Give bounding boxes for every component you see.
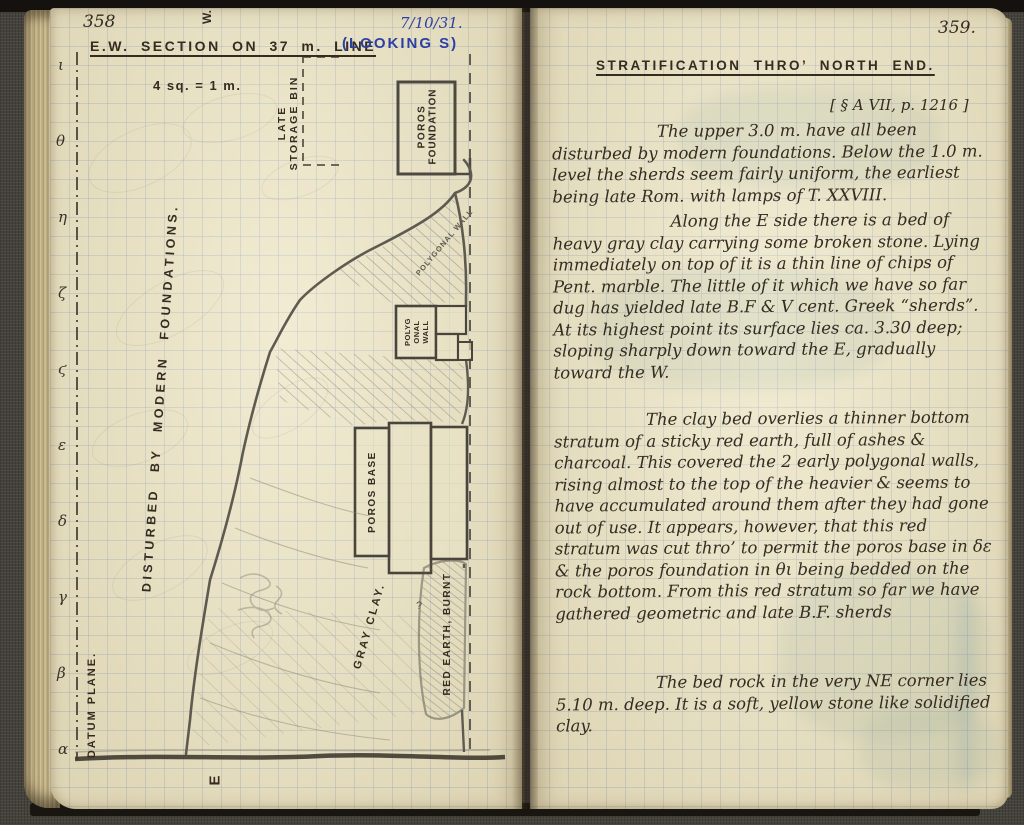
poros-base-label [355,428,389,556]
upper-hatched-stratum [332,198,466,306]
stratification-heading: STRATIFICATION THRO’ NORTH END. [596,58,935,73]
cross-reference-note: [ § A VII, p. 1216 ] [830,96,969,114]
entry-paragraph-4: The bed rock in the very NE corner lies 5.10 m. deep. It is a soft, yellow stone like solidified clay. [555,670,991,736]
storage-bin-label-line2: STORAGE BIN [288,75,300,171]
compass-west-label: W. [200,10,214,24]
storage-bin-label-line1: LATE [276,105,288,141]
entry-paragraph-3: The clay bed overlies a thinner bottom stratum of a sticky red earth, full of ashes & charcoal. This covered the 2 early polygonal walls, rising almost to the top of the heavier & seems to have accumulated around them after they had gone out of use. It appears, however, that this red stratum was cut thro’ to permit the poros base in δε & the poros foundation in θι being bedded on the rock bottom. From this red stratum so far we have gathered geometric and late B.F. sherds [554,407,992,624]
book-gutter-shadow [512,8,538,809]
margin-letter-stigma: ϛ [58,360,67,378]
red-earth-label-text: RED EARTH, BURNT [441,572,453,696]
margin-letter-delta: δ [58,512,68,530]
section-title: E.W. SECTION ON 37 m. LINE [90,38,377,54]
notebook-entry-body [552,118,996,737]
date-note: 7/10/31. [400,14,463,32]
margin-letter-zeta: ζ [58,284,67,302]
datum-plane-label [83,630,101,780]
margin-letter-gamma: γ [58,588,67,606]
rock-bottom-shadow-line [75,750,490,752]
entry-paragraph-1: The upper 3.0 m. have all been disturbed by modern foundations. Below the 1.0 m. level the sherds seem fairly uniform, the earliest being late Rom. with lamps of T. XXVIII. [552,119,983,207]
poros-foundation-label [399,82,456,172]
disturbed-label-text: DISTURBED BY MODERN FOUNDATIONS. [139,203,181,593]
polygonal-wall-box-label [396,306,436,358]
datum-plane-label-text: DATUM PLANE. [86,651,98,759]
right-page-number: 359. [938,18,976,38]
margin-letter-epsilon: ε [58,436,67,454]
polygonal-wall-diagonal-text: POLYGONAL WALL [413,206,475,278]
margin-letter-beta: β [57,664,66,682]
margin-letter-eta: η [58,208,67,226]
polygonal-wall-box-line3: WALL [420,320,430,344]
poros-base-label-text: POROS BASE [366,451,378,533]
poros-foundation-label-line2: FOUNDATION [427,88,438,165]
entry-paragraph-2: Along the E side there is a bed of heavy gray clay carrying some broken stone. Lying immediately on top of it is a thin line of chips of Pent. marble. The little of it which we have so far dug has yielded late B.F & V cent. Greek “sherds”. At its highest point its surface lies ca. 3.30 deep; sloping sharply down toward the E, gradually toward the W. [552,209,980,383]
margin-letter-iota: ι [58,56,64,74]
polygonal-wall-box-line2: ONAL [411,320,421,344]
poros-foundation-label-line1: POROS [416,104,427,149]
storage-bin-label [265,63,311,183]
left-page-number: 358 [83,12,116,32]
right-page [530,8,1008,809]
margin-letter-theta: θ [56,132,66,150]
rock-bottom-line [75,755,505,759]
red-earth-label [439,559,455,709]
gray-clay-label-text: GRAY CLAY. [351,581,388,671]
compass-east-label: E [206,775,224,786]
scale-note: 4 sq. = 1 m. [153,78,242,93]
looking-direction-note: (LOOKING S) [342,35,459,52]
polygonal-wall-box-line1: POLYG [402,317,412,347]
query-mark: ? [416,600,423,612]
left-page [50,8,522,809]
bottom-sparse-hatch [190,608,426,748]
margin-letter-alpha: α [58,740,69,758]
